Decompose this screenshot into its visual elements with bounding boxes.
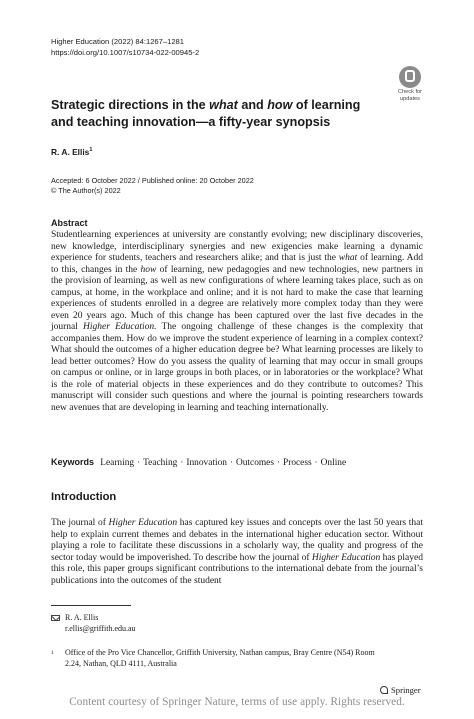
corresponding-author-name: R. A. Ellis bbox=[65, 613, 99, 622]
corresponding-author-email[interactable]: r.ellis@griffith.edu.au bbox=[65, 623, 136, 633]
footnote-divider bbox=[51, 605, 131, 606]
keyword-separator: · bbox=[229, 457, 233, 467]
envelope-icon bbox=[51, 615, 60, 621]
courtesy-footer: Content courtesy of Springer Nature, terms of use apply. Rights reserved. bbox=[69, 696, 405, 708]
keyword-separator: · bbox=[314, 457, 318, 467]
affiliation-footnote bbox=[51, 648, 423, 669]
affiliation-number: 1 bbox=[51, 650, 54, 656]
check-for-updates-badge[interactable] bbox=[393, 66, 427, 100]
publisher-logo bbox=[380, 685, 421, 695]
affiliation-line: Office of the Pro Vice Chancellor, Griffith University, Nathan campus, Bray Centre (N54) Room bbox=[65, 648, 375, 657]
keyword-separator: · bbox=[137, 457, 141, 467]
introduction-heading: Introduction bbox=[51, 491, 117, 503]
affiliation-line: 2.24, Nathan, QLD 4111, Australia bbox=[65, 658, 177, 668]
doi-link[interactable]: https://doi.org/10.1007/s10734-022-00945-2 bbox=[51, 47, 200, 57]
publication-dates bbox=[51, 176, 254, 196]
journal-header bbox=[51, 37, 199, 58]
article-title: Strategic directions in the what and how of learning and teaching innovation—a fifty-year synopsis bbox=[51, 98, 361, 129]
keyword: Process bbox=[282, 458, 312, 468]
check-updates-icon bbox=[399, 66, 421, 88]
keyword: Teaching bbox=[143, 458, 178, 468]
copyright-line: © The Author(s) 2022 bbox=[51, 186, 121, 195]
keyword: Innovation bbox=[186, 458, 227, 468]
keyword: Outcomes bbox=[235, 458, 274, 468]
keywords bbox=[51, 457, 346, 468]
abstract-text: Studentlearning experiences at university are constantly evolving; new disciplinary discoveries, new knowledge, interdisciplinary synergies and new exigencies make learning a dynamic experience for students, teachers and researchers alike; and that is just the what of learning. Add to this, changes in the how of learning, new pedagogies and new technologies, new partners in the provision of learning, as well as new configurations of where learning takes place, such as on campus, at home, in the workplace and online; and it is not hard to make the case that learning experiences of students enrolled in a degree are relatively more complex today than they were even 20 years ago. Much of this change has been captured over the last five decades in the journal Higher Education. The ongoing challenge of these changes is the complexity that accompanies them. How do we improve the student experience of learning in a complex context? What should the outcomes of a higher education degree be? What learning processes are likely to lead better outcomes? How do you assess the quality of learning that may occur in small groups on campus or online, or in large groups in both places, or in laboratories or the workplace? What is the role of material objects in these experiences and do they contribute to outcomes? This manuscript will consider such questions and where the journal is pointing researchers towards new avenues that are developing in learning and teaching internationally. bbox=[51, 230, 423, 413]
keyword-separator: · bbox=[276, 457, 280, 467]
accepted-published-dates: Accepted: 6 October 2022 / Published online: 20 October 2022 bbox=[51, 176, 254, 185]
keyword: Learning bbox=[100, 458, 135, 468]
keyword-list bbox=[100, 457, 346, 467]
introduction-text: The journal of Higher Education has captured key issues and concepts over the last 50 years that help to explain current themes and debates in the international higher education sector. Without playing a role to facilitate these discussions in a scholarly way, the quality and progress of the sector today would be impoverished. To describe how the journal of Higher Education has played this role, this paper groups significant contributions to the international debate from the journal’s publications into the outcomes of the student bbox=[51, 518, 424, 586]
publisher-name: Springer bbox=[391, 685, 421, 695]
keyword-separator: · bbox=[180, 457, 184, 467]
keyword: Online bbox=[320, 458, 347, 468]
corresponding-author bbox=[51, 613, 136, 634]
keywords-label: Keywords bbox=[51, 457, 95, 467]
springer-horse-icon bbox=[380, 686, 388, 694]
journal-citation: Higher Education (2022) 84:1267–1281 bbox=[51, 37, 184, 46]
badge-label: Check for updates bbox=[398, 89, 422, 102]
abstract-heading: Abstract bbox=[51, 218, 88, 228]
author-name: R. A. Ellis$^1$ bbox=[51, 147, 93, 157]
